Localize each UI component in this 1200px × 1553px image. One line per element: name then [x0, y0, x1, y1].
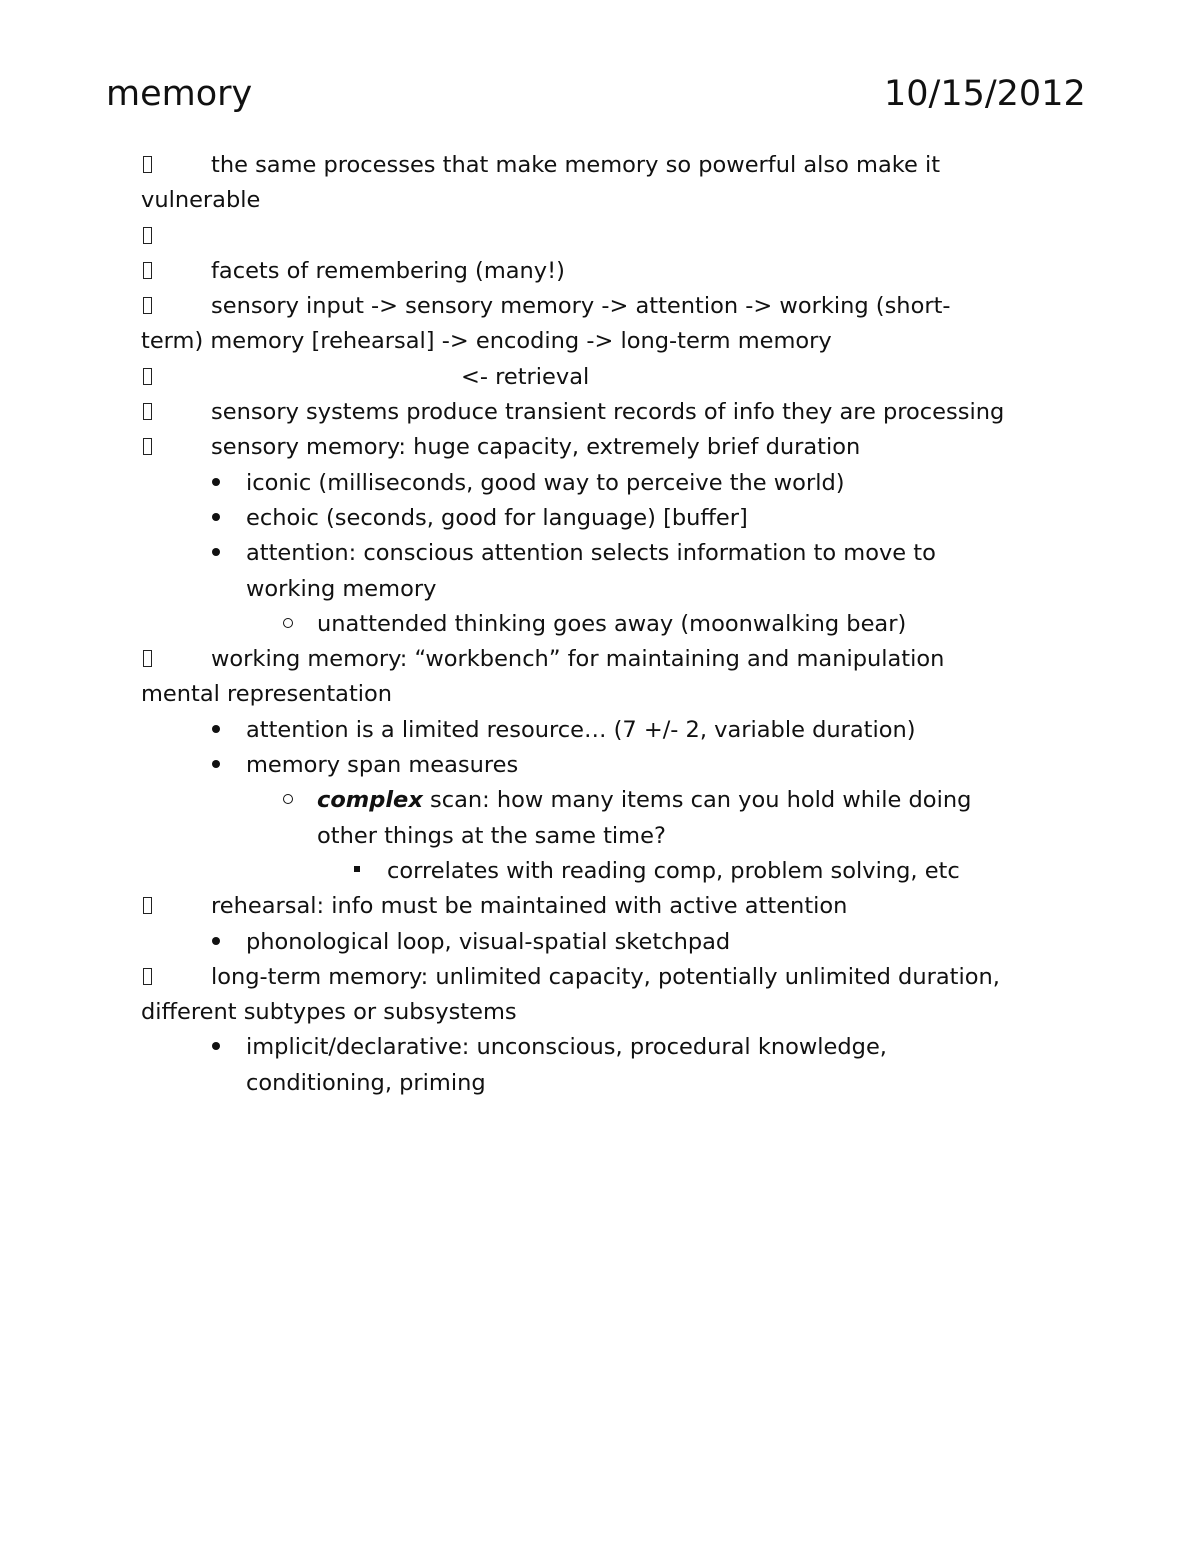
missing-glyph-icon	[143, 897, 152, 914]
list-item: working memory: “workbench” for maintaining and manipulation	[141, 642, 1061, 677]
missing-glyph-icon	[143, 650, 152, 667]
list-item: sensory systems produce transient records of info they are processing	[141, 395, 1061, 430]
bullet-icon	[212, 937, 220, 945]
bullet-icon	[212, 1042, 220, 1050]
bullet-item-continuation: conditioning, priming	[246, 1069, 486, 1096]
page-title: memory	[106, 74, 253, 114]
bullet-item-continuation: working memory	[246, 575, 437, 602]
bullet-item: phonological loop, visual-spatial sketchpad	[141, 925, 1061, 960]
notes-body	[141, 148, 1061, 1101]
sub-sub-bullet-item: correlates with reading comp, problem solving, etc	[141, 854, 1061, 889]
missing-glyph-icon	[143, 438, 152, 455]
bullet-item: iconic (milliseconds, good way to perceive the world)	[141, 466, 1061, 501]
square-bullet-icon	[354, 866, 360, 872]
list-item: long-term memory: unlimited capacity, potentially unlimited duration,	[141, 960, 1061, 995]
bullet-icon	[212, 478, 220, 486]
list-item: the same processes that make memory so powerful also make it	[141, 148, 1061, 183]
list-item: sensory input -> sensory memory -> attention -> working (short-	[141, 289, 1061, 324]
emphasis-text: complex	[317, 787, 423, 814]
missing-glyph-icon	[143, 968, 152, 985]
missing-glyph-icon	[143, 403, 152, 420]
bullet-item: echoic (seconds, good for language) [buffer]	[141, 501, 1061, 536]
missing-glyph-icon	[143, 262, 152, 279]
list-item: rehearsal: info must be maintained with active attention	[141, 889, 1061, 924]
sub-bullet-item: unattended thinking goes away (moonwalking bear)	[141, 607, 1061, 642]
sub-bullet-item: complex scan: how many items can you hold while doing	[141, 783, 1061, 818]
circle-bullet-icon	[283, 794, 293, 804]
bullet-icon	[212, 760, 220, 768]
list-item-continuation: vulnerable	[141, 187, 261, 214]
list-item-continuation: mental representation	[141, 681, 393, 708]
note-date: 10/15/2012	[884, 74, 1086, 114]
circle-bullet-icon	[283, 618, 293, 628]
list-item: facets of remembering (many!)	[141, 254, 1061, 289]
bullet-icon	[212, 513, 220, 521]
missing-glyph-icon	[143, 156, 152, 173]
list-item: <- retrieval	[141, 360, 1061, 395]
list-item: sensory memory: huge capacity, extremely brief duration	[141, 430, 1061, 465]
missing-glyph-icon	[143, 297, 152, 314]
bullet-item: implicit/declarative: unconscious, procedural knowledge,	[141, 1030, 1061, 1065]
bullet-icon	[212, 548, 220, 556]
bullet-item: attention: conscious attention selects information to move to	[141, 536, 1061, 571]
missing-glyph-icon	[143, 227, 152, 244]
sub-bullet-item-continuation: other things at the same time?	[317, 822, 666, 849]
bullet-item: memory span measures	[141, 748, 1061, 783]
missing-glyph-icon	[143, 368, 152, 385]
bullet-item: attention is a limited resource… (7 +/- 2, variable duration)	[141, 713, 1061, 748]
bullet-icon	[212, 725, 220, 733]
list-item-empty	[141, 219, 1061, 254]
list-item-continuation: term) memory [rehearsal] -> encoding -> long-term memory	[141, 328, 832, 355]
list-item-continuation: different subtypes or subsystems	[141, 999, 517, 1026]
